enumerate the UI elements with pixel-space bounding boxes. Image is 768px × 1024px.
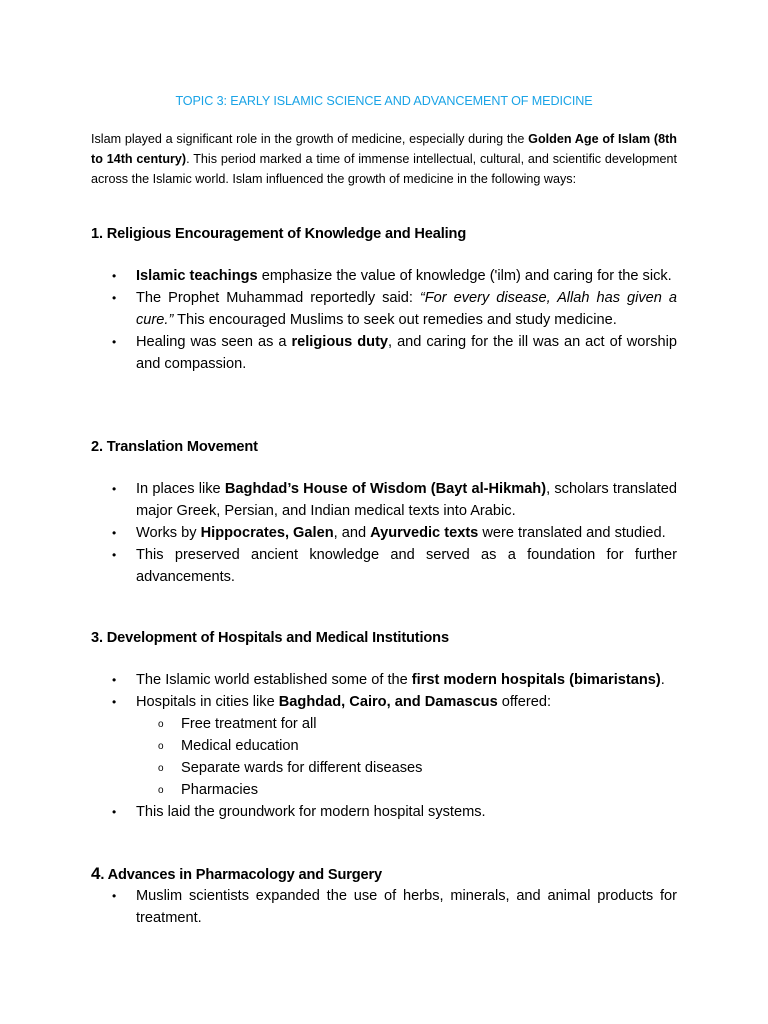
section-4-heading	[91, 864, 382, 884]
bullet-icon: •	[112, 805, 117, 819]
bullet-icon: •	[112, 291, 117, 305]
section-1-heading: 1. Religious Encouragement of Knowledge and Healing	[91, 226, 467, 242]
circle-bullet-icon: o	[158, 719, 164, 730]
bullet-icon: •	[112, 269, 117, 283]
list-item	[91, 478, 677, 522]
item-text: This encouraged Muslims to seek out remedies and study medicine.	[173, 312, 617, 328]
item-text: Separate wards for different diseases	[181, 760, 423, 776]
item-text: The Prophet Muhammad reportedly said:	[136, 290, 420, 306]
section-3-heading: 3. Development of Hospitals and Medical Institutions	[91, 630, 449, 646]
list-item	[91, 265, 677, 287]
list-item	[91, 669, 677, 691]
bold-text: Ayurvedic texts	[370, 525, 479, 541]
section-4-list	[91, 885, 677, 929]
sublist-item	[136, 779, 677, 801]
bold-text: Baghdad’s House of Wisdom (Bayt al-Hikmah)	[224, 481, 547, 497]
item-text: Medical education	[181, 738, 299, 754]
bullet-icon: •	[112, 335, 117, 349]
list-item	[91, 331, 677, 375]
section-3-list	[91, 669, 677, 823]
item-text: This preserved ancient knowledge and served as a foundation for further advancements.	[136, 547, 677, 585]
item-text: .	[660, 672, 665, 688]
bold-text: Hippocrates, Galen	[200, 525, 334, 541]
bold-text: religious duty	[291, 334, 389, 350]
bullet-icon: •	[112, 673, 117, 687]
list-item	[91, 691, 677, 801]
section-1-list	[91, 265, 677, 375]
item-text: offered:	[497, 694, 551, 710]
section-2-heading: 2. Translation Movement	[91, 439, 258, 455]
bold-text: Islamic teachings	[136, 268, 258, 284]
bold-text: Baghdad, Cairo, and Damascus	[278, 694, 498, 710]
circle-bullet-icon: o	[158, 785, 164, 796]
list-item	[91, 885, 677, 929]
list-item	[91, 287, 677, 331]
item-text: , scholars translated major Greek, Persian, and Indian medical texts into Arabic.	[136, 481, 677, 519]
list-item	[91, 801, 677, 823]
sublist-item	[136, 757, 677, 779]
item-text: Hospitals in cities like	[136, 694, 279, 710]
section-4-number: 4	[91, 864, 101, 883]
intro-text-1: Islam played a significant role in the growth of medicine, especially during the	[91, 132, 529, 146]
section-4-title: . Advances in Pharmacology and Surgery	[100, 867, 382, 883]
section-2-list	[91, 478, 677, 588]
quote-text: “For every disease, Allah has given a cure.”	[136, 290, 677, 328]
item-text: were translated and studied.	[478, 525, 666, 541]
item-text: Pharmacies	[181, 782, 259, 798]
item-text: This laid the groundwork for modern hospital systems.	[136, 804, 486, 820]
list-item	[91, 522, 677, 544]
list-item	[91, 544, 677, 588]
bullet-icon: •	[112, 889, 117, 903]
bullet-icon: •	[112, 482, 117, 496]
document-title: TOPIC 3: EARLY ISLAMIC SCIENCE AND ADVANCEMENT OF MEDICINE	[175, 94, 593, 108]
circle-bullet-icon: o	[158, 763, 164, 774]
item-text: emphasize the value of knowledge ('ilm) and caring for the sick.	[257, 268, 672, 284]
item-text: Healing was seen as a	[136, 334, 292, 350]
item-text: The Islamic world established some of the	[136, 672, 412, 688]
item-text: Muslim scientists expanded the use of herbs, minerals, and animal products for treatment.	[136, 888, 677, 926]
bold-text: first modern hospitals (bimaristans)	[411, 672, 661, 688]
sublist-item	[136, 713, 677, 735]
sublist-item	[136, 735, 677, 757]
intro-paragraph	[91, 129, 677, 189]
intro-text-2: . This period marked a time of immense intellectual, cultural, and scientific development across the Islamic world. Islam influenced the growth of medicine in the following ways:	[91, 152, 677, 186]
circle-bullet-icon: o	[158, 741, 164, 752]
item-text: , and	[333, 525, 371, 541]
item-text: Works by	[136, 525, 201, 541]
item-text: , and caring for the ill was an act of worship and compassion.	[136, 334, 678, 372]
bullet-icon: •	[112, 548, 117, 562]
bullet-icon: •	[112, 526, 117, 540]
intro-bold-golden-age: Golden Age of Islam (8th to 14th century)	[91, 132, 677, 166]
hospital-offerings-sublist	[136, 713, 677, 801]
item-text: Free treatment for all	[181, 716, 317, 732]
item-text: In places like	[136, 481, 225, 497]
bullet-icon: •	[112, 695, 117, 709]
